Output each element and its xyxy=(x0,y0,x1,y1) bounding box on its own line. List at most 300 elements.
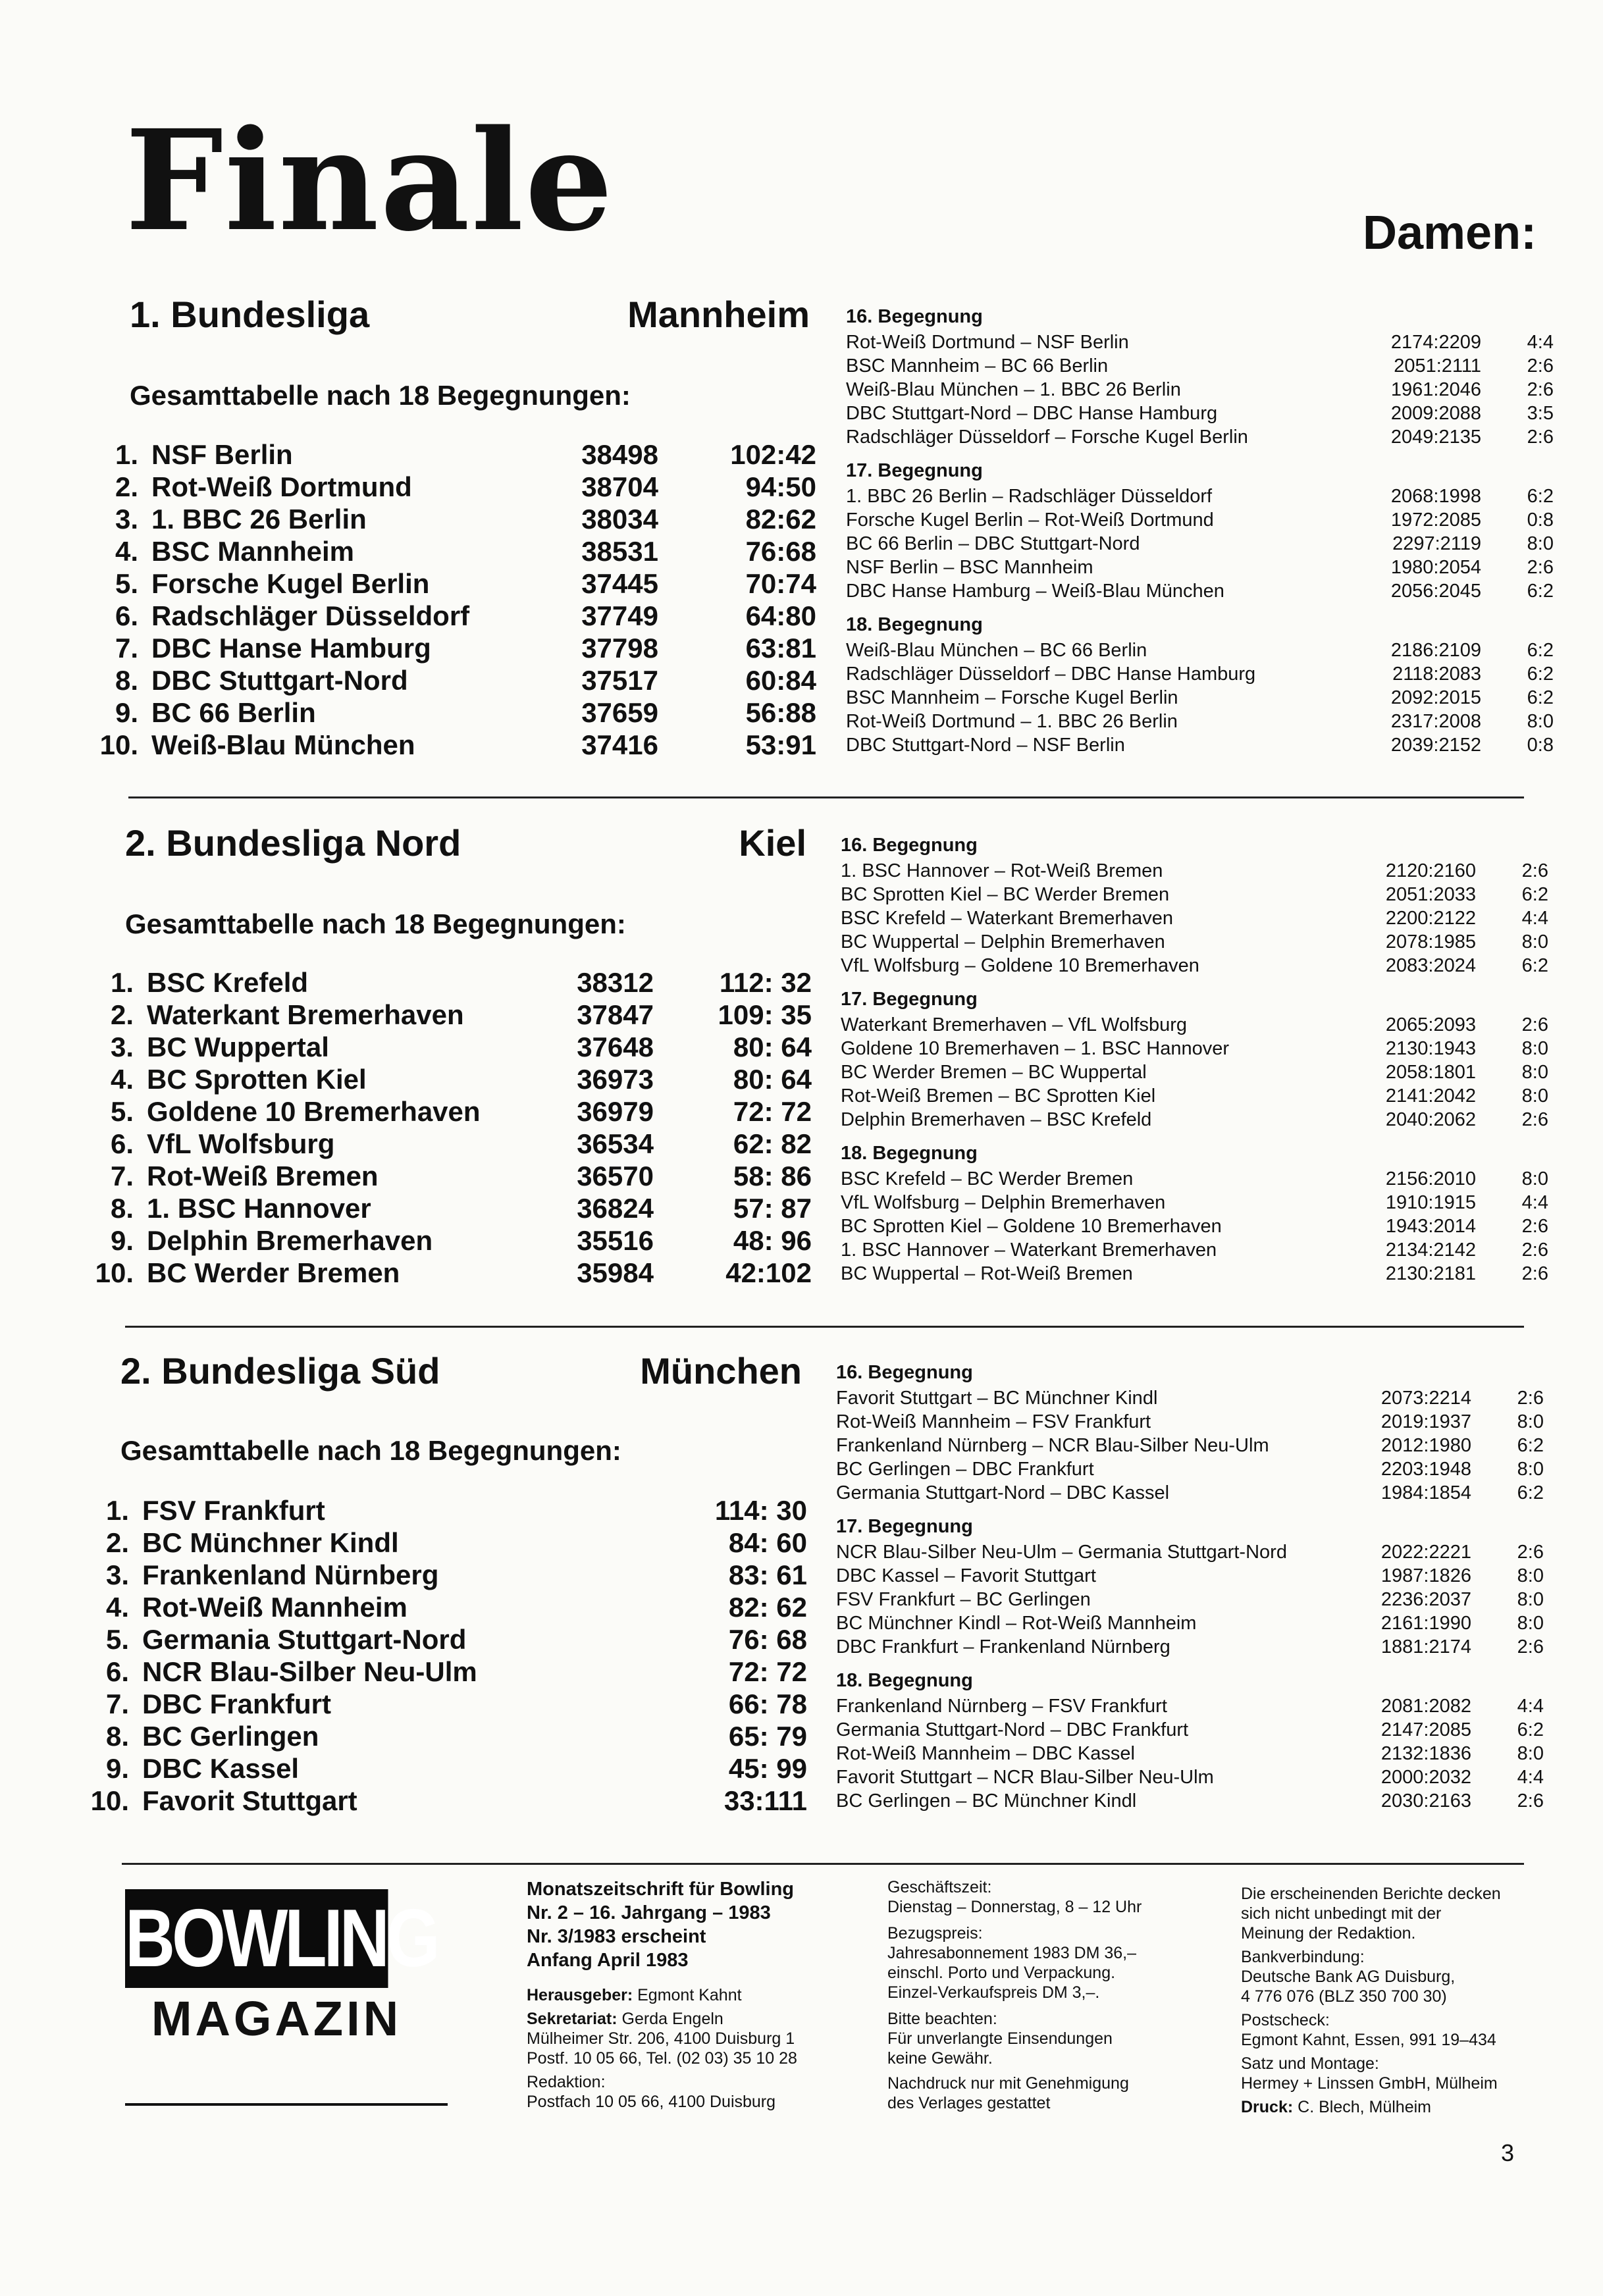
match-score: 2000:2032 xyxy=(1380,1767,1471,1788)
match-teams: Forsche Kugel Berlin – Rot-Weiß Dortmund xyxy=(846,509,1214,531)
standing-points: 70:74 xyxy=(745,568,816,599)
match-result: 8:0 xyxy=(1521,1085,1548,1107)
match-teams: DBC Kassel – Favorit Stuttgart xyxy=(836,1565,1096,1586)
standing-rank: 1. xyxy=(115,439,138,470)
match-row xyxy=(841,1238,1552,1262)
standing-pins: 36979 xyxy=(577,1096,654,1127)
standing-team: BSC Mannheim xyxy=(151,536,355,567)
match-row xyxy=(836,1611,1547,1635)
match-row xyxy=(836,1434,1547,1457)
match-row xyxy=(841,1167,1552,1191)
match-row xyxy=(836,1410,1547,1434)
standing-points: 42:102 xyxy=(725,1257,812,1288)
match-teams: FSV Frankfurt – BC Gerlingen xyxy=(836,1589,1091,1610)
match-row xyxy=(846,425,1557,449)
standing-points: 84: 60 xyxy=(728,1527,807,1558)
standing-rank: 8. xyxy=(115,665,138,696)
match-score: 2120:2160 xyxy=(1385,860,1476,881)
standings-row xyxy=(76,1656,814,1688)
match-row xyxy=(846,710,1557,733)
match-score: 2161:1990 xyxy=(1380,1613,1471,1634)
match-row xyxy=(846,639,1557,662)
match-score: 2092:2015 xyxy=(1390,687,1481,708)
match-teams: Rot-Weiß Dortmund – NSF Berlin xyxy=(846,332,1129,353)
match-teams: Frankenland Nürnberg – NCR Blau-Silber Neu-Ulm xyxy=(836,1435,1269,1456)
match-result: 4:4 xyxy=(1527,332,1554,353)
match-teams: BC Gerlingen – DBC Frankfurt xyxy=(836,1459,1094,1480)
business-info xyxy=(887,1877,1142,2113)
standings-row xyxy=(76,1526,814,1559)
round-heading: 17. Begegnung xyxy=(841,989,978,1010)
match-score: 1943:2014 xyxy=(1385,1216,1476,1237)
standings-row xyxy=(81,1257,818,1289)
match-row xyxy=(841,1013,1552,1037)
match-score: 2030:2163 xyxy=(1380,1790,1471,1812)
standing-team: NCR Blau-Silber Neu-Ulm xyxy=(142,1656,477,1687)
standings-row xyxy=(81,1095,818,1128)
match-row xyxy=(836,1386,1547,1410)
match-score: 2236:2037 xyxy=(1380,1589,1471,1610)
standing-points: 45: 99 xyxy=(728,1753,807,1784)
standings-row xyxy=(76,1752,814,1785)
standing-team: BC Sprotten Kiel xyxy=(147,1064,367,1095)
standing-points: 112: 32 xyxy=(719,967,812,998)
match-result: 8:0 xyxy=(1517,1565,1544,1586)
standing-team: VfL Wolfsburg xyxy=(147,1128,335,1159)
match-result: 6:2 xyxy=(1521,884,1548,905)
standing-points: 72: 72 xyxy=(733,1096,812,1127)
match-score: 1961:2046 xyxy=(1390,379,1481,400)
standings-row xyxy=(81,1160,818,1192)
match-teams: NCR Blau-Silber Neu-Ulm – Germania Stuttgart-Nord xyxy=(836,1542,1287,1563)
match-teams: BC Münchner Kindl – Rot-Weiß Mannheim xyxy=(836,1613,1197,1634)
standing-rank: 7. xyxy=(110,1161,134,1191)
match-score: 2051:2111 xyxy=(1394,355,1481,377)
match-row xyxy=(841,1214,1552,1238)
price-label: Bezugspreis: xyxy=(887,1924,983,1943)
standings-row xyxy=(86,729,823,761)
print-info xyxy=(1241,2097,1501,2117)
match-result: 8:0 xyxy=(1517,1613,1544,1634)
match-row xyxy=(846,733,1557,757)
standings-row xyxy=(86,438,823,471)
match-teams: Germania Stuttgart-Nord – DBC Kassel xyxy=(836,1482,1170,1503)
standings-row xyxy=(86,567,823,600)
round-heading: 18. Begegnung xyxy=(846,614,983,635)
standing-team: Germania Stuttgart-Nord xyxy=(142,1624,467,1655)
standing-points: 57: 87 xyxy=(733,1193,812,1224)
match-score: 2056:2045 xyxy=(1390,581,1481,602)
standing-points: 60:84 xyxy=(745,665,816,696)
match-teams: 1. BSC Hannover – Rot-Weiß Bremen xyxy=(841,860,1163,881)
match-row xyxy=(846,508,1557,532)
standing-points: 56:88 xyxy=(745,697,816,728)
standing-team: BC Werder Bremen xyxy=(147,1257,400,1288)
match-result: 8:0 xyxy=(1517,1411,1544,1432)
bank-label: Bankverbindung: xyxy=(1241,1948,1365,1966)
match-score: 2297:2119 xyxy=(1392,533,1481,554)
note-line: keine Gewähr. xyxy=(887,2049,993,2068)
match-row xyxy=(846,402,1557,425)
match-result: 6:2 xyxy=(1527,581,1554,602)
match-teams: DBC Stuttgart-Nord – NSF Berlin xyxy=(846,735,1125,756)
match-score: 2040:2062 xyxy=(1385,1109,1476,1130)
standing-pins: 37798 xyxy=(581,633,658,664)
standings-row xyxy=(81,1224,818,1257)
match-result: 6:2 xyxy=(1517,1482,1544,1503)
issue-line: Nr. 2 – 16. Jahrgang – 1983 xyxy=(527,1902,771,1923)
match-score: 2200:2122 xyxy=(1385,908,1476,929)
match-score: 2130:2181 xyxy=(1385,1263,1476,1284)
standing-team: Rot-Weiß Bremen xyxy=(147,1161,379,1191)
match-teams: 1. BSC Hannover – Waterkant Bremerhaven xyxy=(841,1239,1217,1261)
standing-team: Delphin Bremerhaven xyxy=(147,1225,433,1256)
standing-rank: 9. xyxy=(105,1753,129,1784)
standing-points: 109: 35 xyxy=(718,999,812,1030)
match-result: 8:0 xyxy=(1527,533,1554,554)
match-row xyxy=(846,579,1557,603)
standings-table xyxy=(76,1494,814,1817)
results-list xyxy=(841,829,1552,1286)
match-row xyxy=(846,662,1557,686)
match-score: 2049:2135 xyxy=(1390,427,1481,448)
match-result: 0:8 xyxy=(1527,509,1554,531)
match-teams: Radschläger Düsseldorf – Forsche Kugel Berlin xyxy=(846,427,1248,448)
standings-row xyxy=(86,632,823,664)
standing-points: 64:80 xyxy=(745,600,816,631)
match-row xyxy=(841,883,1552,906)
section-heading: 1. Bundesliga xyxy=(130,294,370,335)
match-result: 2:6 xyxy=(1521,1014,1548,1035)
standings-row xyxy=(86,471,823,503)
standings-row xyxy=(81,1128,818,1160)
standing-team: Favorit Stuttgart xyxy=(142,1785,357,1816)
secretariat-label: Sekretariat: xyxy=(527,2010,618,2028)
reprint-line: Nachdruck nur mit Genehmigung xyxy=(887,2074,1129,2093)
postcheck-value: Egmont Kahnt, Essen, 991 19–434 xyxy=(1241,2031,1496,2049)
match-teams: BSC Krefeld – BC Werder Bremen xyxy=(841,1168,1134,1189)
standing-rank: 8. xyxy=(110,1193,134,1224)
standings-row xyxy=(76,1688,814,1720)
match-row xyxy=(846,556,1557,579)
standing-pins: 38498 xyxy=(581,439,658,470)
match-score: 2317:2008 xyxy=(1390,711,1481,732)
match-score: 2118:2083 xyxy=(1392,664,1481,685)
standing-pins: 37648 xyxy=(577,1031,654,1062)
section-subheading: Gesamttabelle nach 18 Begegnungen: xyxy=(120,1435,621,1466)
match-teams: Weiß-Blau München – 1. BBC 26 Berlin xyxy=(846,379,1181,400)
standing-team: DBC Kassel xyxy=(142,1753,300,1784)
standing-points: 114: 30 xyxy=(714,1495,807,1526)
logo-divider xyxy=(125,2103,448,2106)
match-result: 8:0 xyxy=(1521,931,1548,952)
standings-row xyxy=(86,535,823,567)
page-subtitle: Damen: xyxy=(1363,207,1537,259)
match-row xyxy=(841,1191,1552,1214)
match-teams: Delphin Bremerhaven – BSC Krefeld xyxy=(841,1109,1152,1130)
match-row xyxy=(836,1718,1547,1742)
match-teams: VfL Wolfsburg – Goldene 10 Bremerhaven xyxy=(841,955,1199,976)
section-heading: 2. Bundesliga Süd xyxy=(120,1350,440,1392)
match-result: 2:6 xyxy=(1527,355,1554,377)
match-score: 2081:2082 xyxy=(1380,1696,1471,1717)
disclaimer-line: Die erscheinenden Berichte decken xyxy=(1241,1885,1501,1903)
match-row xyxy=(846,686,1557,710)
round-heading: 18. Begegnung xyxy=(836,1670,973,1691)
match-result: 6:2 xyxy=(1527,486,1554,507)
standing-rank: 4. xyxy=(105,1592,129,1623)
round-heading: 17. Begegnung xyxy=(846,460,983,481)
match-row xyxy=(841,1084,1552,1108)
match-row xyxy=(836,1588,1547,1611)
standing-team: BC Münchner Kindl xyxy=(142,1527,399,1558)
match-score: 1987:1826 xyxy=(1380,1565,1471,1586)
standing-pins: 35984 xyxy=(577,1257,654,1288)
standing-points: 82:62 xyxy=(745,504,816,535)
match-row xyxy=(841,1108,1552,1132)
standing-team: BSC Krefeld xyxy=(147,967,309,998)
standing-pins: 37416 xyxy=(581,729,658,760)
match-score: 2012:1980 xyxy=(1380,1435,1471,1456)
magazin-logo: MAGAZIN xyxy=(151,1991,402,2046)
match-row xyxy=(841,859,1552,883)
standing-pins: 38531 xyxy=(581,536,658,567)
match-row xyxy=(836,1789,1547,1813)
page-title: Finale xyxy=(125,99,615,262)
bowling-logo: BOWLING xyxy=(125,1889,388,1988)
standing-team: DBC Frankfurt xyxy=(142,1688,332,1719)
standing-team: FSV Frankfurt xyxy=(142,1495,325,1526)
match-teams: BC Sprotten Kiel – BC Werder Bremen xyxy=(841,884,1170,905)
match-teams: 1. BBC 26 Berlin – Radschläger Düsseldorf xyxy=(846,486,1213,507)
match-teams: Germania Stuttgart-Nord – DBC Frankfurt xyxy=(836,1719,1189,1740)
standing-points: 48: 96 xyxy=(733,1225,812,1256)
legal-info xyxy=(1241,1884,1501,2117)
standing-rank: 10. xyxy=(90,1785,129,1816)
standings-table xyxy=(81,966,818,1289)
standing-team: DBC Hanse Hamburg xyxy=(151,633,431,664)
standing-points: 66: 78 xyxy=(728,1688,807,1719)
match-result: 2:6 xyxy=(1527,557,1554,578)
publisher-label: Herausgeber: xyxy=(527,1986,633,2004)
standing-points: 102:42 xyxy=(730,439,816,470)
match-result: 4:4 xyxy=(1517,1767,1544,1788)
match-result: 2:6 xyxy=(1517,1388,1544,1409)
standing-rank: 1. xyxy=(110,967,134,998)
match-row xyxy=(841,1060,1552,1084)
match-row xyxy=(841,1262,1552,1286)
standings-row xyxy=(76,1559,814,1591)
section-venue: Mannheim xyxy=(627,294,810,335)
standings-row xyxy=(86,664,823,696)
section-divider xyxy=(128,796,1524,798)
match-teams: VfL Wolfsburg – Delphin Bremerhaven xyxy=(841,1192,1166,1213)
print-label: Druck: xyxy=(1241,2098,1294,2116)
match-score: 1972:2085 xyxy=(1390,509,1481,531)
match-result: 2:6 xyxy=(1521,1263,1548,1284)
issue-line: Nr. 3/1983 erscheint xyxy=(527,1926,706,1947)
standing-pins: 36824 xyxy=(577,1193,654,1224)
match-result: 8:0 xyxy=(1521,1062,1548,1083)
match-teams: Favorit Stuttgart – NCR Blau-Silber Neu-Ulm xyxy=(836,1767,1214,1788)
disclaimer-line: sich nicht unbedingt mit der xyxy=(1241,1904,1442,1923)
match-row xyxy=(836,1481,1547,1505)
page-number: 3 xyxy=(1501,2139,1515,2166)
standings-row xyxy=(86,696,823,729)
match-row xyxy=(846,354,1557,378)
round-heading: 18. Begegnung xyxy=(841,1143,978,1164)
price-line: Einzel-Verkaufspreis DM 3,–. xyxy=(887,1983,1100,2002)
standing-rank: 2. xyxy=(105,1527,129,1558)
match-result: 3:5 xyxy=(1527,403,1554,424)
standing-rank: 7. xyxy=(115,633,138,664)
standing-points: 72: 72 xyxy=(728,1656,807,1687)
match-teams: Frankenland Nürnberg – FSV Frankfurt xyxy=(836,1696,1167,1717)
match-score: 2141:2042 xyxy=(1385,1085,1476,1107)
match-result: 2:6 xyxy=(1517,1542,1544,1563)
match-teams: BC Wuppertal – Rot-Weiß Bremen xyxy=(841,1263,1133,1284)
standing-rank: 3. xyxy=(105,1559,129,1590)
standing-points: 33:111 xyxy=(723,1785,807,1816)
match-result: 8:0 xyxy=(1517,1589,1544,1610)
price-line: Jahresabonnement 1983 DM 36,– xyxy=(887,1944,1137,1962)
match-row xyxy=(846,330,1557,354)
publisher xyxy=(527,1985,797,2005)
address-line: Mülheimer Str. 206, 4100 Duisburg 1 xyxy=(527,2029,795,2048)
hours-label: Geschäftszeit: xyxy=(887,1878,992,1896)
issue-info xyxy=(527,1877,797,2112)
section-divider xyxy=(125,1326,1524,1328)
standings-row xyxy=(81,999,818,1031)
bank-line: 4 776 076 (BLZ 350 700 30) xyxy=(1241,1987,1447,2006)
match-score: 1980:2054 xyxy=(1390,557,1481,578)
match-teams: Weiß-Blau München – BC 66 Berlin xyxy=(846,640,1147,661)
typesetting-value: Hermey + Linssen GmbH, Mülheim xyxy=(1241,2074,1498,2093)
standings-row xyxy=(81,966,818,999)
match-teams: DBC Stuttgart-Nord – DBC Hanse Hamburg xyxy=(846,403,1218,424)
match-teams: BC Werder Bremen – BC Wuppertal xyxy=(841,1062,1147,1083)
match-score: 2039:2152 xyxy=(1390,735,1481,756)
match-row xyxy=(836,1742,1547,1765)
match-score: 1910:1915 xyxy=(1385,1192,1476,1213)
match-result: 6:2 xyxy=(1527,687,1554,708)
standing-rank: 4. xyxy=(110,1064,134,1095)
standing-rank: 6. xyxy=(110,1128,134,1159)
match-row xyxy=(836,1457,1547,1481)
standings-row xyxy=(76,1720,814,1752)
match-teams: Rot-Weiß Dortmund – 1. BBC 26 Berlin xyxy=(846,711,1178,732)
standing-pins: 36570 xyxy=(577,1161,654,1191)
publisher-value: Egmont Kahnt xyxy=(637,1986,742,2004)
match-teams: BSC Mannheim – BC 66 Berlin xyxy=(846,355,1109,377)
round-heading: 16. Begegnung xyxy=(836,1362,973,1383)
postcheck-label: Postscheck: xyxy=(1241,2011,1330,2029)
section-venue: München xyxy=(640,1350,802,1392)
note-label: Bitte beachten: xyxy=(887,2010,997,2028)
match-score: 2130:1943 xyxy=(1385,1038,1476,1059)
match-teams: NSF Berlin – BSC Mannheim xyxy=(846,557,1093,578)
standing-team: BC Gerlingen xyxy=(142,1721,319,1752)
section-heading: 2. Bundesliga Nord xyxy=(125,822,461,864)
standing-team: Weiß-Blau München xyxy=(151,729,415,760)
standing-rank: 5. xyxy=(105,1624,129,1655)
match-score: 2073:2214 xyxy=(1380,1388,1471,1409)
match-result: 2:6 xyxy=(1521,1216,1548,1237)
standing-points: 76: 68 xyxy=(728,1624,807,1655)
section-venue: Kiel xyxy=(739,822,806,864)
match-score: 1984:1854 xyxy=(1380,1482,1471,1503)
match-score: 2186:2109 xyxy=(1390,640,1481,661)
standing-team: Forsche Kugel Berlin xyxy=(151,568,430,599)
match-score: 2203:1948 xyxy=(1380,1459,1471,1480)
match-score: 2147:2085 xyxy=(1380,1719,1471,1740)
standing-points: 83: 61 xyxy=(728,1559,807,1590)
standings-row xyxy=(76,1591,814,1623)
match-row xyxy=(841,954,1552,978)
standing-points: 53:91 xyxy=(745,729,816,760)
match-result: 6:2 xyxy=(1521,955,1548,976)
price-line: einschl. Porto und Verpackung. xyxy=(887,1964,1116,1982)
standing-team: Frankenland Nürnberg xyxy=(142,1559,439,1590)
match-score: 2065:2093 xyxy=(1385,1014,1476,1035)
standing-points: 80: 64 xyxy=(733,1031,812,1062)
results-list xyxy=(846,300,1557,757)
standing-pins: 35516 xyxy=(577,1225,654,1256)
standing-points: 65: 79 xyxy=(728,1721,807,1752)
match-teams: BSC Krefeld – Waterkant Bremerhaven xyxy=(841,908,1174,929)
match-result: 8:0 xyxy=(1527,711,1554,732)
match-score: 2068:1998 xyxy=(1390,486,1481,507)
match-row xyxy=(846,484,1557,508)
match-score: 2078:1985 xyxy=(1385,931,1476,952)
standing-rank: 6. xyxy=(115,600,138,631)
match-teams: Goldene 10 Bremerhaven – 1. BSC Hannover xyxy=(841,1038,1230,1059)
match-teams: BC 66 Berlin – DBC Stuttgart-Nord xyxy=(846,533,1140,554)
standing-team: Radschläger Düsseldorf xyxy=(151,600,470,631)
match-result: 8:0 xyxy=(1521,1038,1548,1059)
standing-points: 63:81 xyxy=(745,633,816,664)
match-result: 6:2 xyxy=(1527,640,1554,661)
match-result: 2:6 xyxy=(1521,1239,1548,1261)
standings-row xyxy=(81,1031,818,1063)
match-row xyxy=(841,906,1552,930)
standing-rank: 3. xyxy=(115,504,138,535)
match-result: 2:6 xyxy=(1527,379,1554,400)
standing-pins: 37847 xyxy=(577,999,654,1030)
standings-row xyxy=(86,600,823,632)
note-line: Für unverlangte Einsendungen xyxy=(887,2029,1113,2048)
match-result: 2:6 xyxy=(1521,1109,1548,1130)
standing-rank: 10. xyxy=(95,1257,134,1288)
match-score: 2009:2088 xyxy=(1390,403,1481,424)
match-score: 2051:2033 xyxy=(1385,884,1476,905)
standing-rank: 2. xyxy=(115,471,138,502)
editorial-label: Redaktion: xyxy=(527,2073,606,2091)
match-row xyxy=(836,1564,1547,1588)
bank-line: Deutsche Bank AG Duisburg, xyxy=(1241,1968,1456,1986)
match-result: 4:4 xyxy=(1521,1192,1548,1213)
match-result: 6:2 xyxy=(1517,1719,1544,1740)
standing-points: 76:68 xyxy=(745,536,816,567)
standing-pins: 36973 xyxy=(577,1064,654,1095)
match-teams: Rot-Weiß Bremen – BC Sprotten Kiel xyxy=(841,1085,1156,1107)
match-result: 6:2 xyxy=(1527,664,1554,685)
match-teams: Rot-Weiß Mannheim – DBC Kassel xyxy=(836,1743,1135,1764)
standing-points: 58: 86 xyxy=(733,1161,812,1191)
match-row xyxy=(841,1037,1552,1060)
match-row xyxy=(836,1694,1547,1718)
standing-rank: 2. xyxy=(110,999,134,1030)
